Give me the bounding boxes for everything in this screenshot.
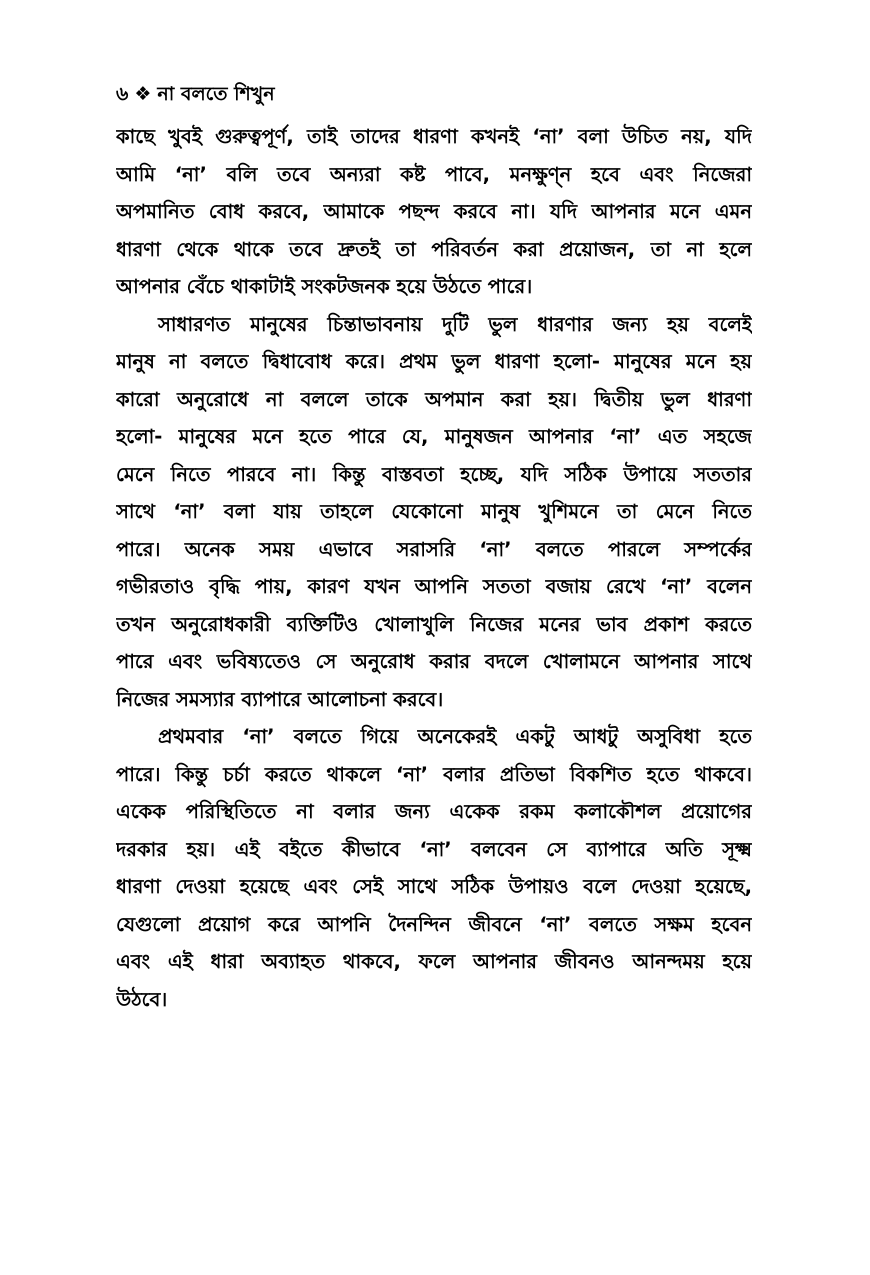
text-line: তখন অনুরোধকারী ব্যক্তিটিও খোলাখুলি নিজের মনের ভাব প্রকাশ করতে [116, 612, 752, 636]
text-line: কাছে খুবই গুরুত্বপূর্ণ, তাই তাদের ধারণা কখনই ‘না’ বলা উচিত নয়, যদি [116, 125, 752, 148]
paragraph-1 [116, 118, 752, 306]
text-line: এবং এই ধারা অব্যাহত থাকবে, ফলে আপনার জীবনও আনন্দময় হয়ে [116, 950, 752, 973]
text-line: আমি ‘না’ বলি তবে অন্যরা কষ্ট পাবে, মনক্ষুণ্ন হবে এবং নিজেরা [116, 162, 752, 186]
text-line: দরকার হয়। এই বইতে কীভাবে ‘না’ বলবেন সে ব্যাপারে অতি সূক্ষ্ম [116, 837, 752, 861]
text-line: পারে। কিন্তু চর্চা করতে থাকলে ‘না’ বলার প্রতিভা বিকশিত হতে থাকবে। [116, 762, 752, 786]
book-title: না বলতে শিখুন [157, 83, 275, 105]
running-header [116, 80, 275, 108]
text-line: একেক পরিস্থিতিতে না বলার জন্য একেক রকম কলাকৌশল প্রয়োগের [116, 800, 752, 823]
text-line: উঠবে। [116, 987, 168, 1011]
page-number: ৬ [116, 83, 129, 105]
body-text [116, 118, 752, 1018]
text-line: মানুষ না বলতে দ্বিধাবোধ করে। প্রথম ভুল ধারণা হলো- মানুষের মনে হয় [116, 350, 752, 373]
text-line: সাধারণত মানুষের চিন্তাভাবনায় দুটি ভুল ধারণার জন্য হয় বলেই [158, 312, 752, 336]
text-line: কারো অনুরোধে না বললে তাকে অপমান করা হয়। দ্বিতীয় ভুল ধারণা [116, 387, 752, 411]
text-line: পারে এবং ভবিষ্যতেও সে অনুরোধ করার বদলে খোলামনে আপনার সাথে [116, 650, 752, 673]
paragraph-2 [116, 306, 752, 719]
text-line: যেগুলো প্রয়োগ করে আপনি দৈনন্দিন জীবনে ‘না’ বলতে সক্ষম হবেন [116, 912, 752, 936]
text-line: প্রথমবার ‘না’ বলতে গিয়ে অনেকেরই একটু আধটু অসুবিধা হতে [158, 725, 752, 748]
text-line: গভীরতাও বৃদ্ধি পায়, কারণ যখন আপনি সততা বজায় রেখে ‘না’ বলেন [116, 575, 752, 598]
text-line: পারে। অনেক সময় এভাবে সরাসরি ‘না’ বলতে পারলে সম্পর্কের [116, 537, 752, 561]
text-line: ধারণা থেকে থাকে তবে দ্রুতই তা পরিবর্তন করা প্রয়োজন, তা না হলে [116, 237, 752, 261]
text-line: মেনে নিতে পারবে না। কিন্তু বাস্তবতা হচ্ছে, যদি সঠিক উপায়ে সততার [116, 462, 752, 486]
text-line: সাথে ‘না’ বলা যায় তাহলে যেকোনো মানুষ খুশিমনে তা মেনে নিতে [116, 500, 752, 523]
paragraph-3 [116, 718, 752, 1018]
text-line: নিজের সমস্যার ব্যাপারে আলোচনা করবে। [116, 687, 444, 711]
text-line: হলো- মানুষের মনে হতে পারে যে, মানুষজন আপনার ‘না’ এত সহজে [116, 425, 752, 448]
text-line: আপনার বেঁচে থাকাটাই সংকটজনক হয়ে উঠতে পারে। [116, 275, 533, 298]
text-line: ধারণা দেওয়া হয়েছে এবং সেই সাথে সঠিক উপায়ও বলে দেওয়া হয়েছে, [116, 875, 752, 898]
separator-ornament: ❖ [134, 83, 152, 105]
text-line: অপমানিত বোধ করবে, আমাকে পছন্দ করবে না। যদি আপনার মনে এমন [116, 200, 752, 223]
